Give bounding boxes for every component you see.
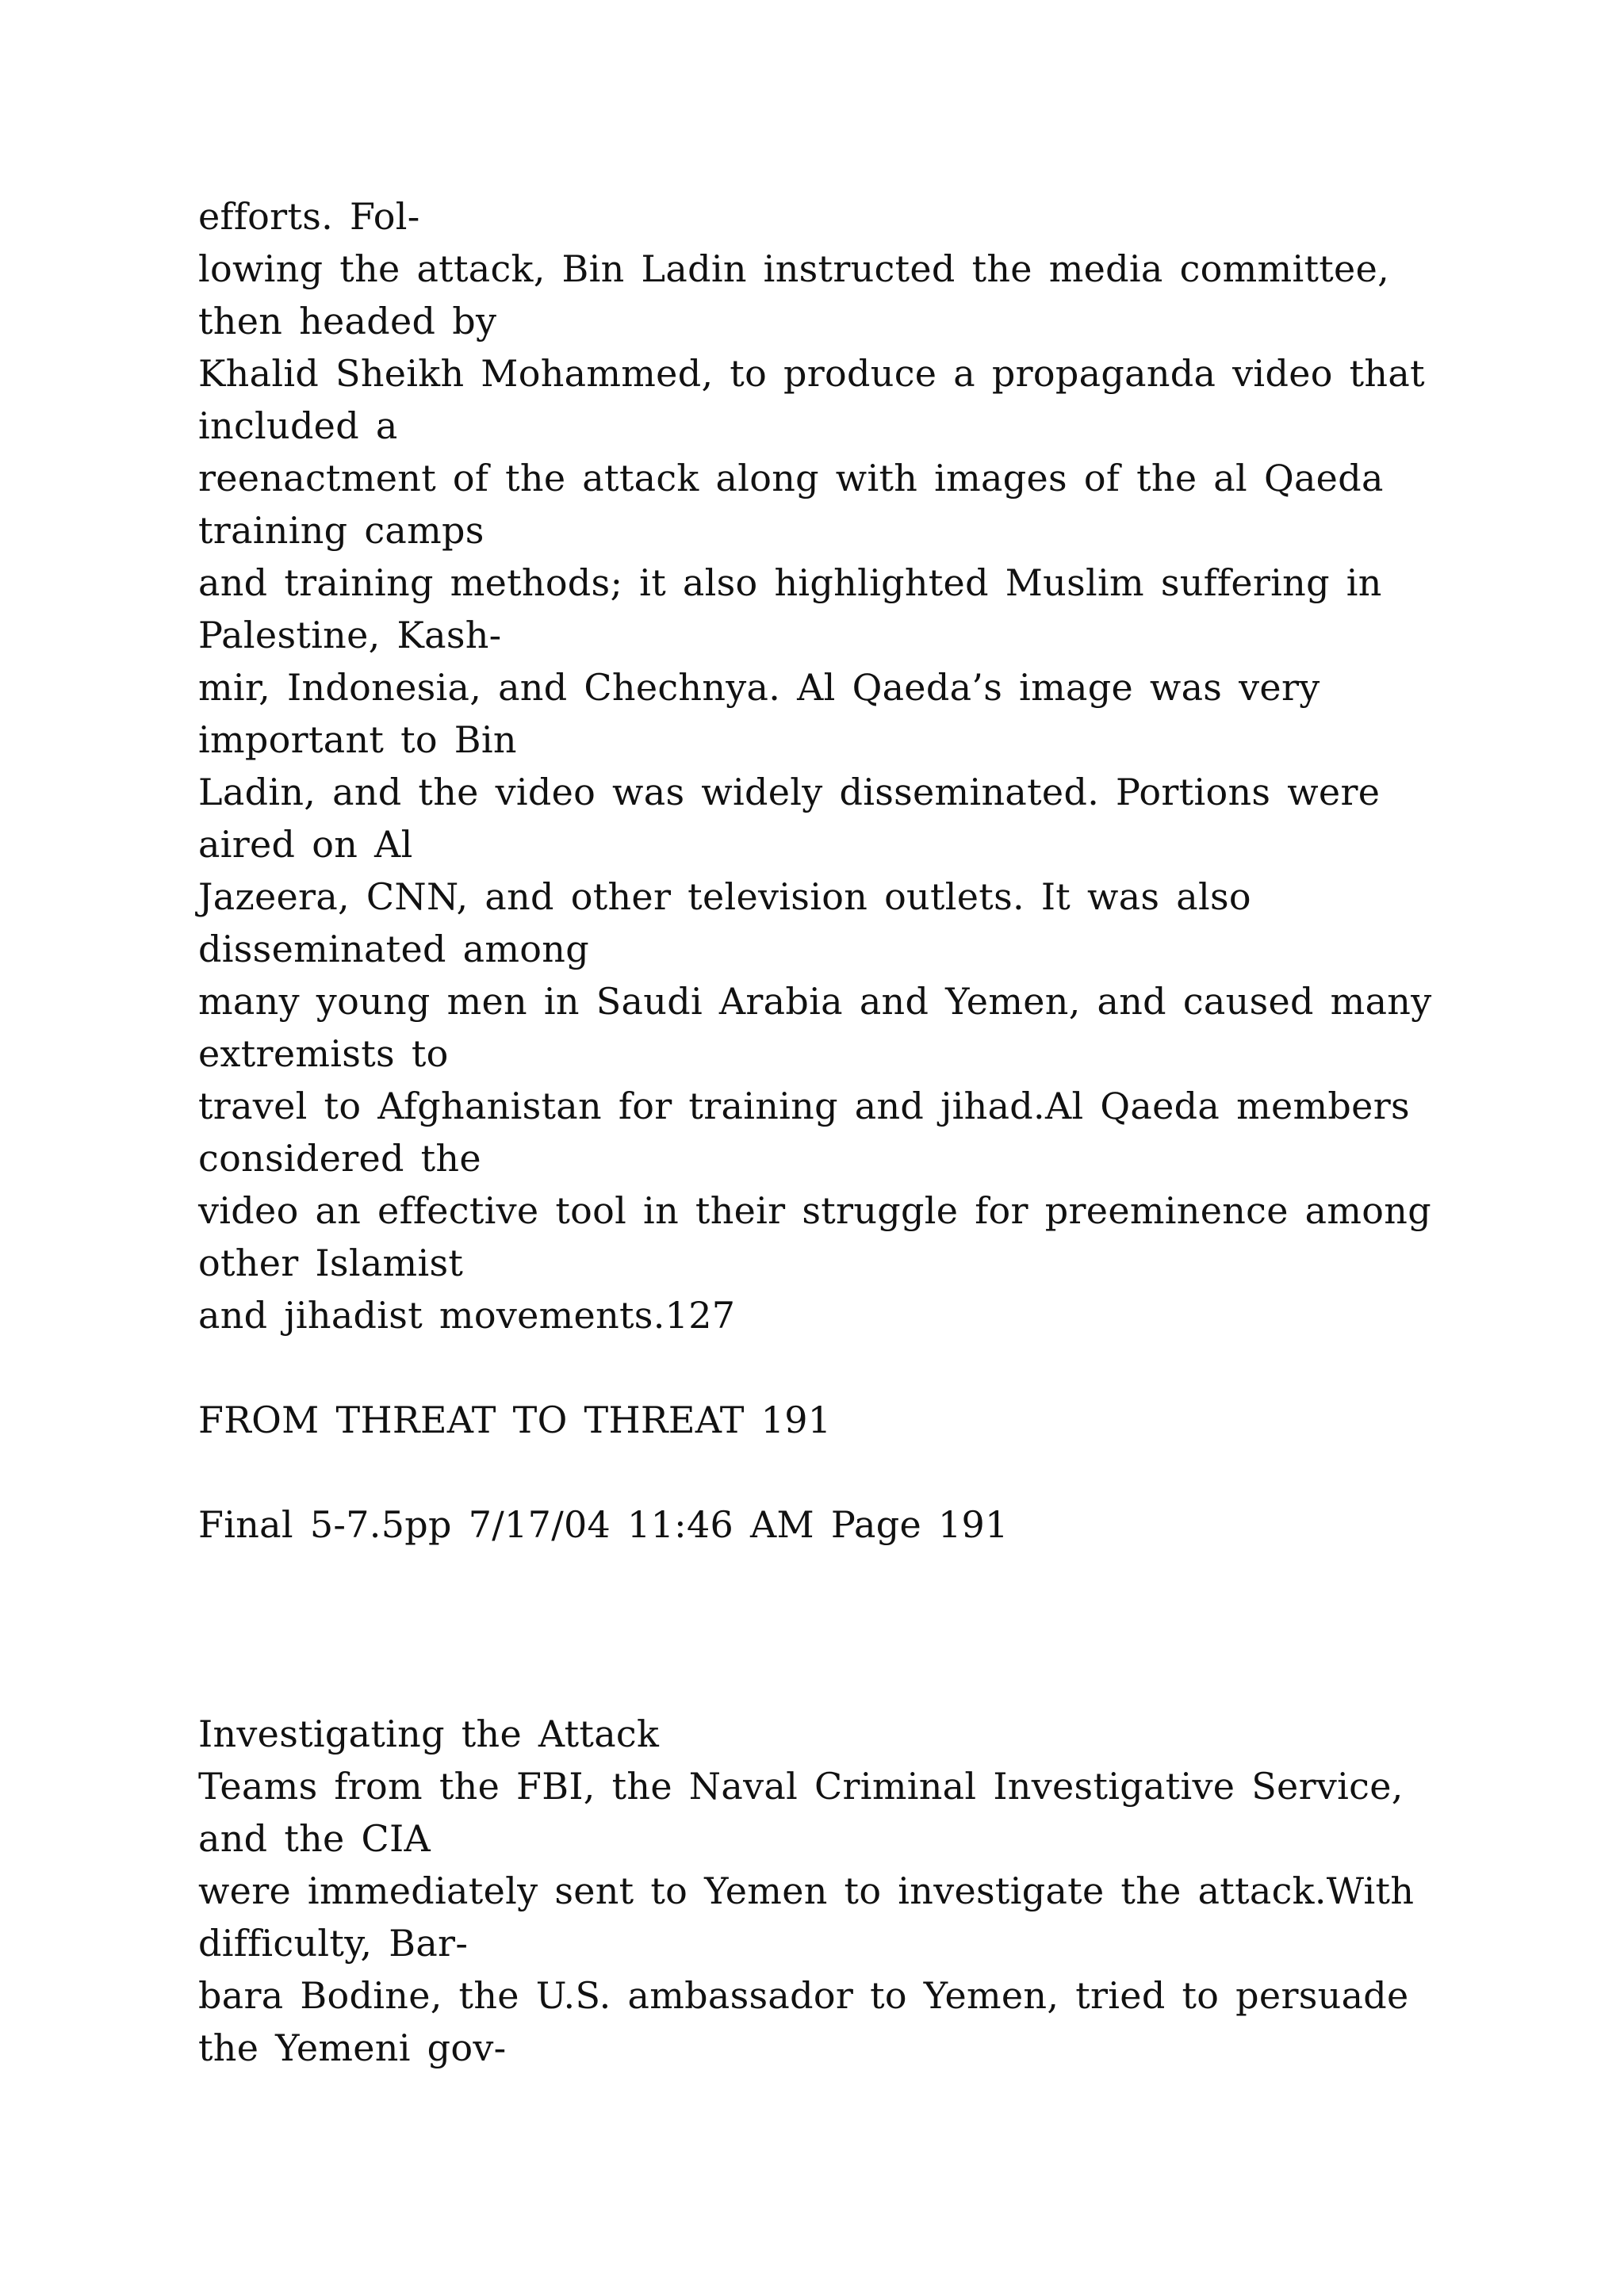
text-line: and jihadist movements.127 (198, 1294, 736, 1337)
text-line: lowing the attack, Bin Ladin instructed the media committee, (198, 247, 1390, 290)
text-line: efforts. Fol- (198, 195, 420, 238)
text-line: video an effective tool in their struggle for preeminence among (198, 1189, 1431, 1232)
text-line: and the CIA (198, 1817, 431, 1860)
document-text (198, 190, 1483, 2074)
text-line: other Islamist (198, 1242, 464, 1284)
blank-line (198, 1446, 1483, 1498)
running-head: FROM THREAT TO THREAT 191 (198, 1399, 832, 1441)
text-line: the Yemeni gov- (198, 2026, 507, 2069)
text-line: Jazeera, CNN, and other television outlets. It was also (198, 875, 1251, 918)
blank-space (198, 1551, 1483, 1708)
text-line: and training methods; it also highlighted Muslim suffering in (198, 561, 1382, 604)
text-line: reenactment of the attack along with images of the al Qaeda (198, 457, 1384, 499)
text-line: extremists to (198, 1032, 449, 1075)
text-line: Ladin, and the video was widely disseminated. Portions were (198, 771, 1381, 813)
text-line: many young men in Saudi Arabia and Yemen, and caused many (198, 980, 1432, 1023)
text-line: Teams from the FBI, the Naval Criminal Investigative Service, (198, 1765, 1404, 1808)
text-line: Khalid Sheikh Mohammed, to produce a propaganda video that (198, 352, 1425, 395)
text-line: disseminated among (198, 928, 589, 970)
text-line: bara Bodine, the U.S. ambassador to Yemen, tried to persuade (198, 1974, 1409, 2017)
blank-line (198, 1341, 1483, 1394)
section-heading: Investigating the Attack (198, 1712, 660, 1755)
text-line: mir, Indonesia, and Chechnya. Al Qaeda’s image was very (198, 666, 1320, 709)
text-line: Palestine, Kash- (198, 614, 502, 656)
text-line: training camps (198, 509, 485, 552)
text-line: difficulty, Bar- (198, 1922, 469, 1965)
text-line: then headed by (198, 300, 497, 342)
text-line: were immediately sent to Yemen to investigate the attack.With (198, 1869, 1415, 1912)
text-line: aired on Al (198, 823, 413, 866)
text-line: important to Bin (198, 718, 517, 761)
text-line: considered the (198, 1137, 481, 1180)
footer-slug: Final 5-7.5pp 7/17/04 11:46 AM Page 191 (198, 1503, 1009, 1546)
text-line: included a (198, 404, 398, 447)
text-line: travel to Afghanistan for training and jihad.Al Qaeda members (198, 1085, 1410, 1127)
